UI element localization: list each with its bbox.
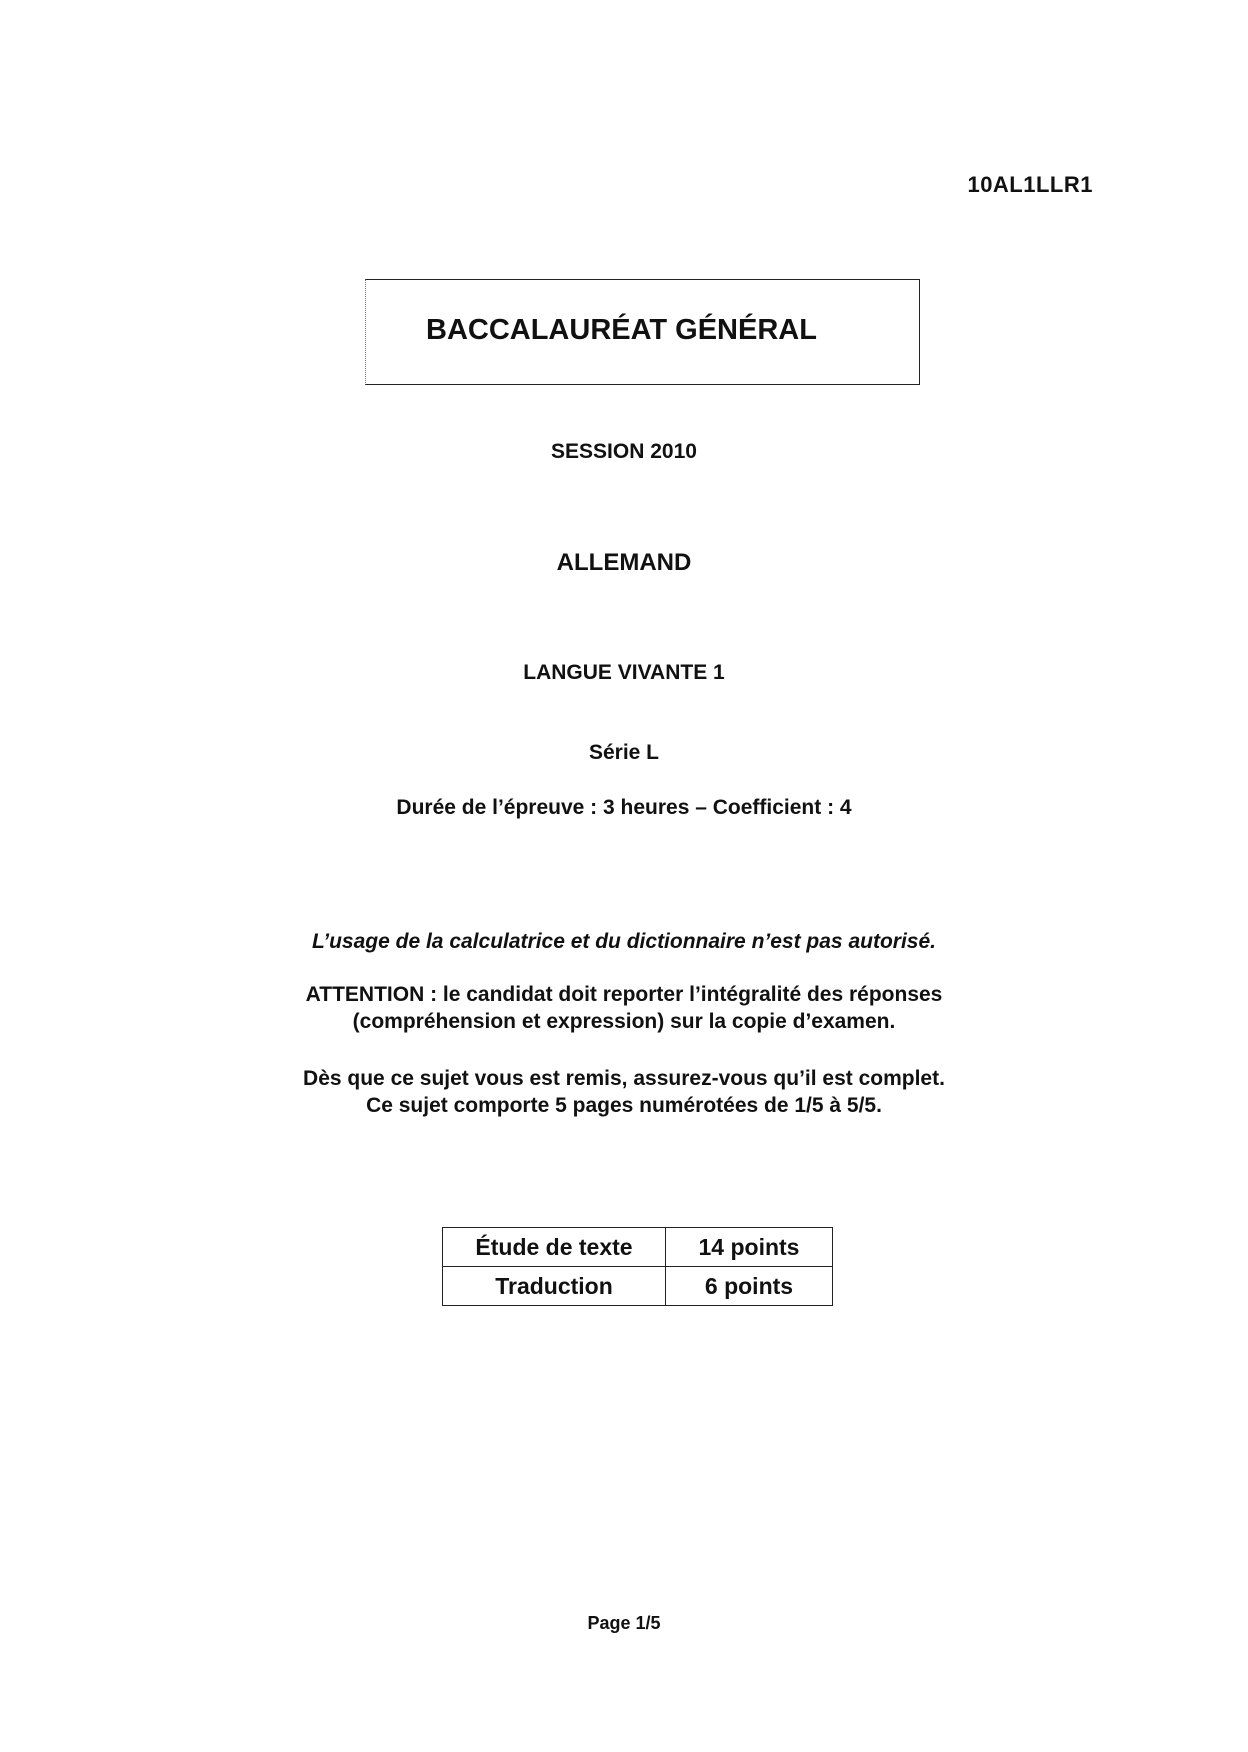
attention-notice-line1: ATTENTION : le candidat doit reporter l’intégralité des réponses	[305, 983, 943, 1006]
completeness-notice-line1: Dès que ce sujet vous est remis, assurez-vous qu’il est complet.	[303, 1067, 945, 1090]
table-cell-points: 6 points	[666, 1267, 833, 1306]
table-row	[443, 1228, 833, 1267]
duration-label: Durée de l’épreuve : 3 heures – Coefficient : 4	[396, 796, 852, 819]
table-cell-points: 14 points	[666, 1228, 833, 1267]
table-cell-part: Traduction	[443, 1267, 666, 1306]
title-box	[365, 279, 920, 385]
document-code: 10AL1LLR1	[967, 172, 1093, 197]
session-label: SESSION 2010	[551, 440, 697, 463]
table-cell-part: Étude de texte	[443, 1228, 666, 1267]
table-row	[443, 1267, 833, 1306]
serie-label: Série L	[588, 741, 660, 764]
exam-title: BACCALAURÉAT GÉNÉRAL	[426, 314, 817, 346]
page-number: Page 1/5	[587, 1613, 661, 1633]
attention-notice-line2: (compréhension et expression) sur la copie d’examen.	[352, 1010, 896, 1033]
subject-label: ALLEMAND	[556, 549, 692, 576]
completeness-notice-line2: Ce sujet comporte 5 pages numérotées de 1/5 à 5/5.	[366, 1094, 882, 1117]
usage-notice: L’usage de la calculatrice et du dictionnaire n’est pas autorisé.	[312, 930, 936, 953]
points-table	[442, 1227, 833, 1306]
language-level-label: LANGUE VIVANTE 1	[523, 661, 725, 684]
